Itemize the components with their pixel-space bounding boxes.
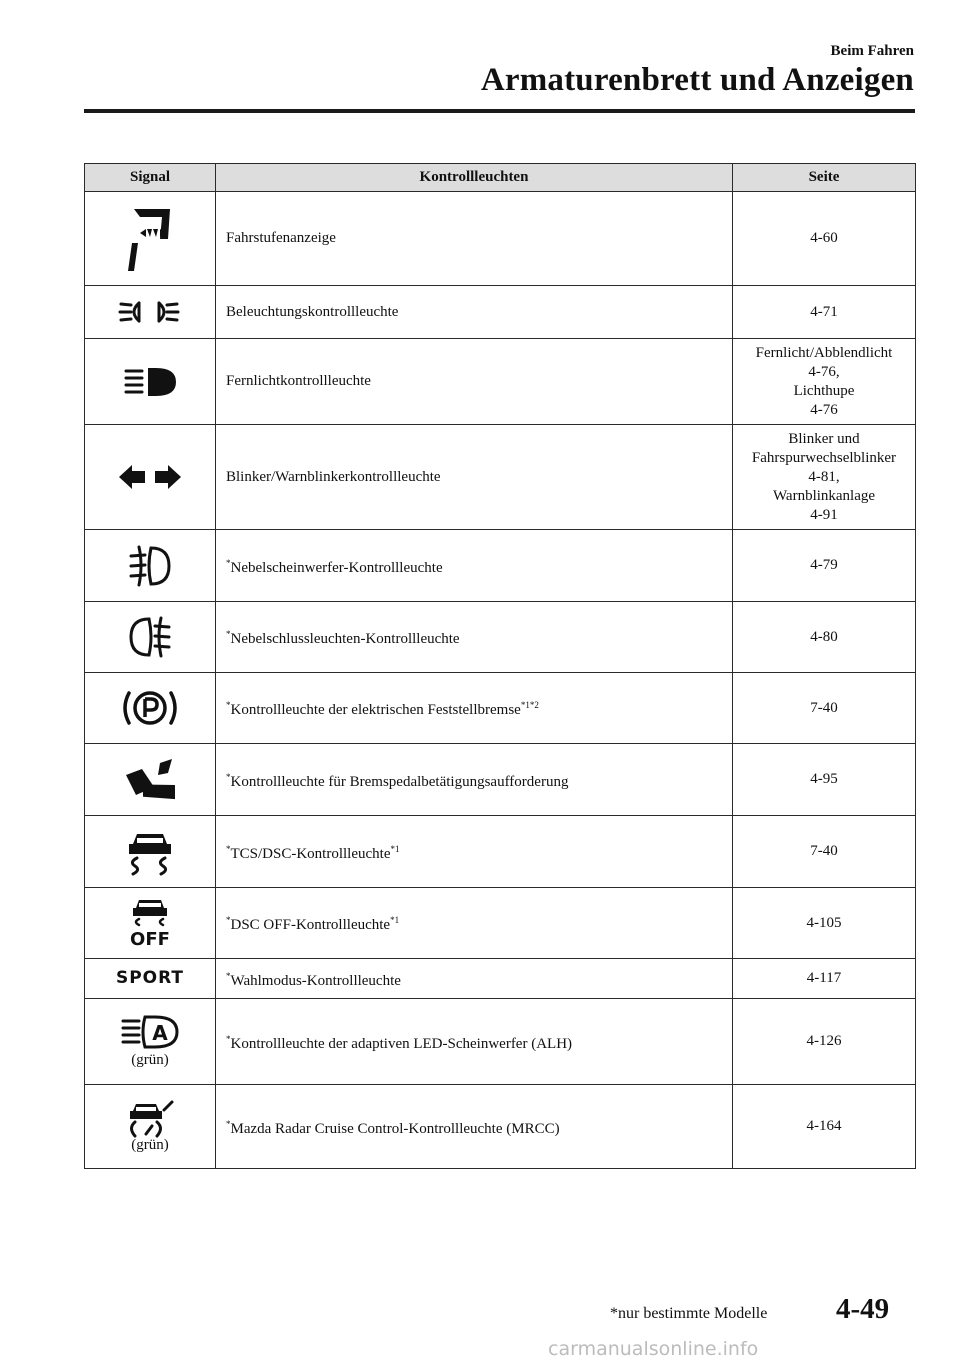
footnote: *nur bestimmte Modelle: [610, 1305, 768, 1322]
signal-cell: [85, 192, 216, 286]
indicator-label: Beleuchtungskontrollleuchte: [216, 286, 733, 339]
table-row: [85, 286, 916, 339]
table-row: [85, 425, 916, 530]
table-row: [85, 959, 916, 999]
icon-caption: (grün): [131, 1137, 169, 1153]
signal-cell: [85, 530, 216, 602]
table-row: [85, 1085, 916, 1169]
shift-position-indicator-icon: [120, 203, 180, 275]
column-header-indicators: Kontrollleuchten: [216, 164, 733, 192]
page-reference: 4-79: [733, 530, 916, 602]
indicator-label: Fernlichtkontrollleuchte: [216, 339, 733, 425]
dsc-off-icon-text: OFF: [130, 929, 170, 948]
indicator-label: *DSC OFF-Kontrollleuchte$^{*1}$: [216, 888, 733, 959]
table-row: [85, 999, 916, 1085]
signal-cell: [85, 999, 216, 1085]
page-reference: 4-80: [733, 602, 916, 673]
table-row: [85, 339, 916, 425]
page-reference: Blinker und Fahrspurwechselblinker 4-81, Warnblinkanlage 4-91: [733, 425, 916, 530]
adaptive-led-headlights-icon: [119, 1013, 181, 1053]
brake-pedal-request-icon: [120, 757, 180, 803]
table-row: [85, 192, 916, 286]
signal-cell: [85, 673, 216, 744]
page-reference: 4-126: [733, 999, 916, 1085]
watermark: carmanualsonline.info: [548, 1338, 759, 1360]
front-fog-light-icon: [125, 543, 175, 589]
page-reference: Fernlicht/Abblendlicht 4-76, Lichthupe 4-76: [733, 339, 916, 425]
signal-cell: [85, 286, 216, 339]
page-number: 4-49: [836, 1293, 890, 1325]
section-name: Beim Fahren: [830, 43, 914, 59]
signal-cell: [85, 959, 216, 999]
page-reference: 4-105: [733, 888, 916, 959]
indicator-label: *Wahlmodus-Kontrollleuchte: [216, 959, 733, 999]
high-beam-indicator-icon: [120, 364, 180, 400]
column-header-page: Seite: [733, 164, 916, 192]
page-title: Armaturenbrett und Anzeigen: [480, 62, 914, 98]
icon-caption: (grün): [131, 1052, 169, 1068]
table-row: [85, 744, 916, 816]
table-header-row: [85, 164, 916, 192]
signal-cell: [85, 816, 216, 888]
indicator-label: Blinker/Warnblinkerkontrollleuchte: [216, 425, 733, 530]
indicator-label: *Nebelschlussleuchten-Kontrollleuchte: [216, 602, 733, 673]
page-reference: 4-71: [733, 286, 916, 339]
electric-parking-brake-icon: [119, 685, 181, 731]
sport-mode-icon: SPORT: [115, 967, 185, 988]
indicator-label: *Mazda Radar Cruise Control-Kontrollleuchte (MRCC): [216, 1085, 733, 1169]
radar-cruise-control-icon: [122, 1098, 178, 1138]
signal-cell: [85, 744, 216, 816]
page-reference: 4-95: [733, 744, 916, 816]
page-reference: 7-40: [733, 816, 916, 888]
table-row: [85, 602, 916, 673]
page-reference: 4-164: [733, 1085, 916, 1169]
table-row: [85, 816, 916, 888]
lights-on-indicator-icon: [115, 295, 185, 329]
table-row: [85, 530, 916, 602]
dsc-off-icon: [121, 898, 179, 948]
signal-cell: [85, 339, 216, 425]
indicator-label: *Kontrollleuchte der adaptiven LED-Scheinwerfer (ALH): [216, 999, 733, 1085]
signals-table: [84, 163, 916, 1169]
page-header: [481, 42, 914, 99]
table-row: [85, 673, 916, 744]
indicator-label: *TCS/DSC-Kontrollleuchte$^{*1}$: [216, 816, 733, 888]
column-header-signal: Signal: [85, 164, 216, 192]
turn-signal-arrows-icon: [117, 463, 183, 491]
indicator-label: Fahrstufenanzeige: [216, 192, 733, 286]
signal-cell: [85, 888, 216, 959]
header-rule: [84, 109, 915, 113]
page-reference: 4-60: [733, 192, 916, 286]
page-reference: 4-117: [733, 959, 916, 999]
adaptive-led-icon-letter: A: [152, 1021, 168, 1045]
indicator-label: *Kontrollleuchte der elektrischen Feststellbremse$^{*1*2}$: [216, 673, 733, 744]
signal-cell: [85, 602, 216, 673]
indicator-label: *Kontrollleuchte für Bremspedalbetätigungsaufforderung: [216, 744, 733, 816]
indicator-label: *Nebelscheinwerfer-Kontrollleuchte: [216, 530, 733, 602]
table-row: [85, 888, 916, 959]
page-reference: 7-40: [733, 673, 916, 744]
signal-cell: [85, 1085, 216, 1169]
signal-cell: [85, 425, 216, 530]
rear-fog-light-icon: [125, 614, 175, 660]
tcs-dsc-icon: [123, 828, 177, 876]
